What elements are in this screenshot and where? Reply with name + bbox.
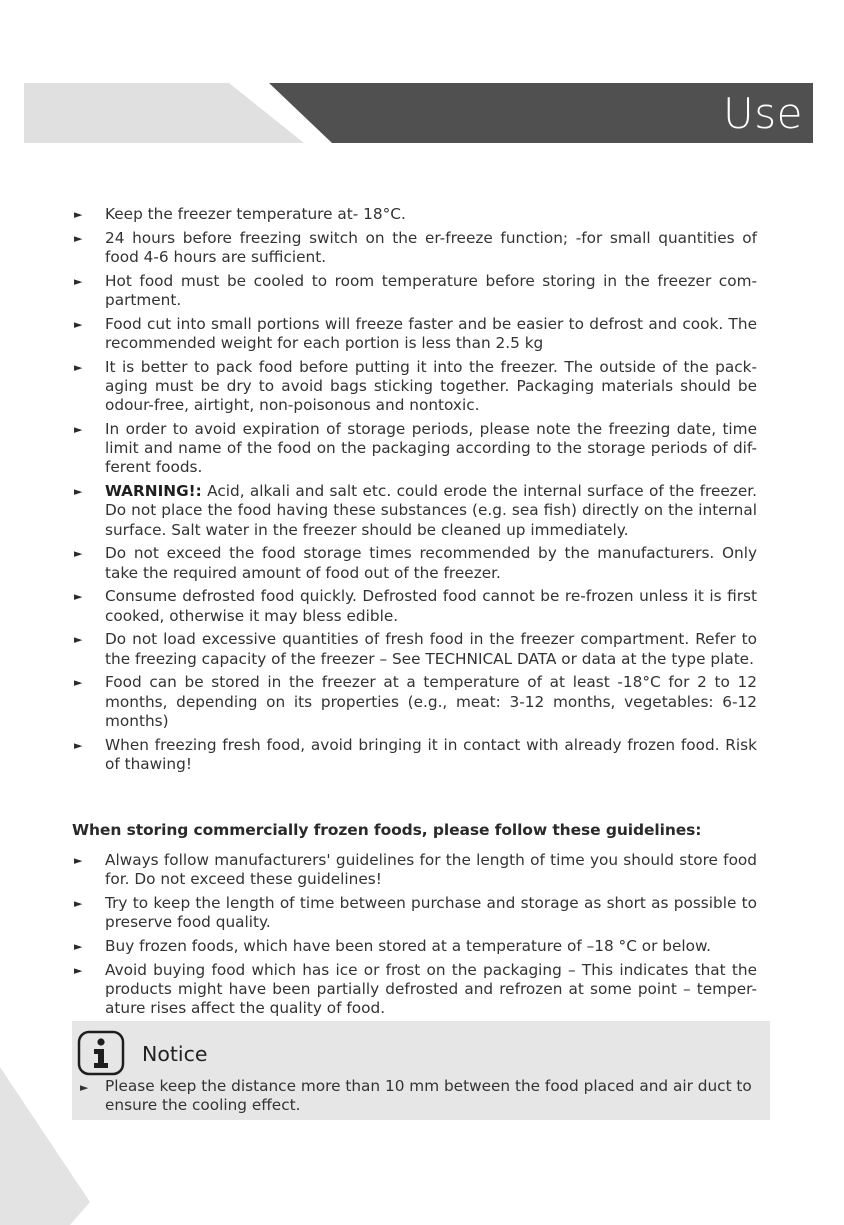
list-item-text: Always follow manufacturers' guidelines for the length of time you should store food for. Do not exceed these guidelines!: [105, 851, 757, 889]
freezer-tips-list: [72, 205, 757, 779]
list-item: [72, 630, 757, 668]
list-item-text: Keep the freezer temperature at- 18°C.: [105, 205, 406, 223]
notice-text: [72, 1077, 764, 1115]
section-title: Use: [723, 89, 803, 138]
bullet-arrow-icon: ►: [80, 1081, 89, 1094]
bullet-arrow-icon: ►: [74, 208, 83, 221]
bullet-arrow-icon: ►: [74, 485, 83, 499]
list-item: [72, 229, 757, 267]
list-item-text: Do not load excessive quantities of fresh food in the freezer compartment. Refer to the freezing capacity of the freezer – See TECHNICAL DATA or data at the type plate.: [105, 630, 757, 668]
warning-label: WARNING!:: [105, 482, 202, 501]
bullet-arrow-icon: ►: [74, 897, 83, 910]
guidelines-heading: When storing commercially frozen foods, please follow these guidelines:: [72, 821, 702, 839]
list-item-text: Consume defrosted food quickly. Defrosted food cannot be re-frozen unless it is first cooked, otherwise it may bless edible.: [105, 587, 757, 625]
list-item-text: Avoid buying food which has ice or frost on the packaging – This indicates that the products might have been partially defrosted and refrozen at some point – temper-ature rises affect the quality of food.: [105, 960, 757, 1018]
list-item-text: Buy frozen foods, which have been stored at a temperature of –18 °C or below.: [105, 937, 711, 955]
bullet-arrow-icon: ►: [74, 633, 83, 647]
bullet-arrow-icon: ►: [74, 360, 83, 374]
list-item-text: Acid, alkali and salt etc. could erode the internal surface of the freezer. Do not place the food having these substances (e.g. sea fish) directly on the internal surface. Salt water in the freezer should be cleaned up immediately.: [105, 482, 757, 539]
list-item-text: Try to keep the length of time between purchase and storage as short as possible to preserve food quality.: [105, 894, 757, 932]
list-item: [72, 587, 757, 625]
list-item-text: 24 hours before freezing switch on the er-freeze function; -for small quantities of food 4-6 hours are sufficient.: [105, 228, 757, 266]
bullet-arrow-icon: ►: [74, 963, 83, 977]
bullet-arrow-icon: ►: [74, 231, 83, 245]
bullet-arrow-icon: ►: [74, 590, 83, 604]
bullet-arrow-icon: ►: [74, 274, 83, 288]
list-item: [72, 673, 757, 731]
header-banner-graphic: [24, 83, 813, 143]
list-item: [72, 482, 757, 540]
list-item-text: When freezing fresh food, avoid bringing it in contact with already frozen food. Risk of thawing!: [105, 735, 757, 773]
list-item: [72, 420, 757, 478]
list-item-text: In order to avoid expiration of storage periods, please note the freezing date, time limit and name of the food on the packaging according to the storage periods of dif-ferent foods.: [105, 420, 757, 477]
notice-title: Notice: [142, 1042, 208, 1066]
list-item: [72, 358, 757, 416]
bullet-arrow-icon: ►: [74, 423, 83, 436]
bullet-arrow-icon: ►: [74, 854, 83, 867]
bullet-arrow-icon: ►: [74, 738, 83, 752]
list-item-text: Food can be stored in the freezer at a temperature of at least -18°C for 2 to 12 months, depending on its properties (e.g., meat: 3-12 months, vegetables: 6-12 months): [105, 673, 757, 730]
info-icon: [77, 1030, 125, 1076]
list-item: [72, 544, 757, 582]
list-item: [72, 961, 757, 1019]
list-item: [72, 736, 757, 774]
list-item-text: Hot food must be cooled to room temperature before storing in the freezer com-partment.: [105, 271, 757, 309]
list-item: [72, 205, 757, 224]
bullet-arrow-icon: ►: [74, 317, 83, 331]
list-item: [72, 894, 757, 932]
list-item-text: It is better to pack food before putting it into the freezer. The outside of the pack-aging must be dry to avoid bags sticking together. Packaging materials should be odour-free, airtight, non-poisonous and nontoxic.: [105, 357, 757, 415]
list-item: [72, 272, 757, 310]
bullet-arrow-icon: ►: [74, 940, 83, 953]
bullet-arrow-icon: ►: [74, 676, 83, 690]
list-item: [72, 937, 757, 956]
guidelines-list: [72, 851, 757, 1023]
list-item-text: Food cut into small portions will freeze faster and be easier to defrost and cook. The recommended weight for each portion is less than 2.5 kg: [105, 314, 757, 352]
list-item: [72, 315, 757, 353]
list-item-text: Do not exceed the food storage times recommended by the manufacturers. Only take the required amount of food out of the freezer.: [105, 544, 757, 582]
notice-text-content: Please keep the distance more than 10 mm between the food placed and air duct to ensure the cooling effect.: [105, 1077, 752, 1115]
notice-box: [72, 1021, 770, 1120]
list-item: [72, 851, 757, 889]
section-header: [24, 83, 813, 143]
bullet-arrow-icon: ►: [74, 547, 83, 561]
